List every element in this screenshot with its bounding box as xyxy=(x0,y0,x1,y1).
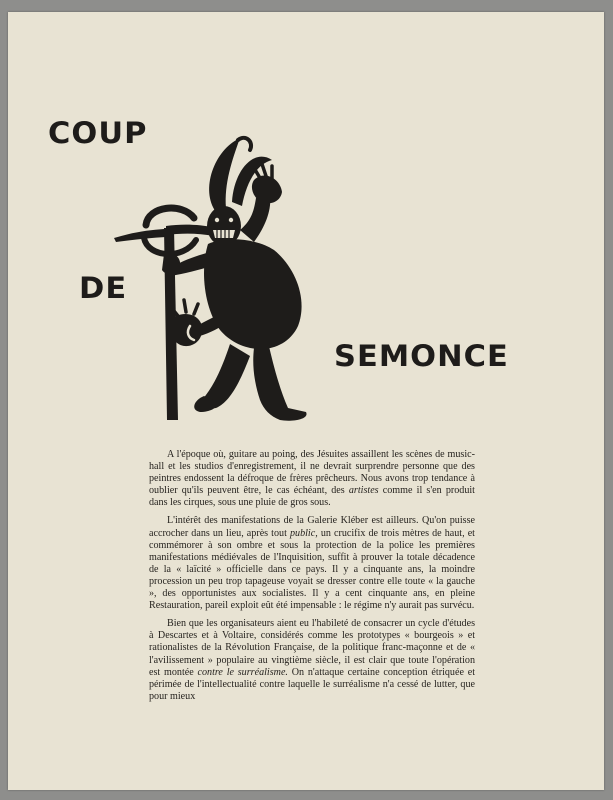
document-page xyxy=(8,12,604,790)
paragraph-2-text-b: un crucifix de trois mètres de haut, et commémorer à son ombre et sous la protection de la police les premières manifestations médiévales de l'Inquisition, suffit à prouver la totale décadence de la « laïcité » officielle dans ce pays. Il y a cinquante ans, la moindre procession un peu trop tapageuse voyait se dresser contre elle toute « la gauche », des opportunistes aux socialistes. Il y a cent cinquante ans, en pleine Restauration, pareil exploit eût été impensable : le régime n'y aurait pas survécu. xyxy=(149,527,475,612)
paragraph-1 xyxy=(149,449,475,509)
title-word-coup: COUP xyxy=(48,116,148,150)
paragraph-2 xyxy=(149,515,475,612)
paragraph-3 xyxy=(149,618,475,703)
paragraph-3-emphasis: contre le surréalisme. xyxy=(197,666,288,678)
paragraph-3-text-b: On n'attaque certaine conception étriquée et périmée de l'intellectualité contre laquelle le surréalisme n'a cessé de lutter, que pour mieux xyxy=(149,666,475,702)
title-word-de: DE xyxy=(79,271,128,305)
paragraph-2-emphasis: public, xyxy=(289,527,318,539)
article-body xyxy=(149,449,475,703)
paragraph-1-text-a: A l'époque où, guitare au poing, des Jésuites assaillent les scènes de music-hall et les studios d'enregistrement, il ne devrait surprendre personne que des peintres endossent la défroque de frères prêcheurs. Nous avons trop tendance à oublier qu'ils peuvent être, le cas échéant, des xyxy=(149,449,475,497)
paragraph-3-text-a: Bien que les organisateurs aient eu l'habileté de consacrer un cycle d'études à Descartes et à Voltaire, considérés comme les prototypes « bourgeois » et rationalistes de la Révolution Française, de la politique franc-maçonne et de « l'avilissement » populaire au vingtième siècle, il est clair que toute l'opération est montée xyxy=(149,618,475,678)
paragraph-2-text-a: L'intérêt des manifestations de la Galerie Kléber est ailleurs. Qu'on puisse accrocher dans un lieu, après tout xyxy=(149,515,475,539)
title-word-semonce: SEMONCE xyxy=(334,339,509,373)
devil-with-cross-silhouette-icon xyxy=(104,120,344,432)
paragraph-1-text-b: comme il s'en produit dans les cirques, sous une pluie de gros sous. xyxy=(149,485,475,509)
paragraph-1-emphasis: artistes xyxy=(348,485,379,497)
